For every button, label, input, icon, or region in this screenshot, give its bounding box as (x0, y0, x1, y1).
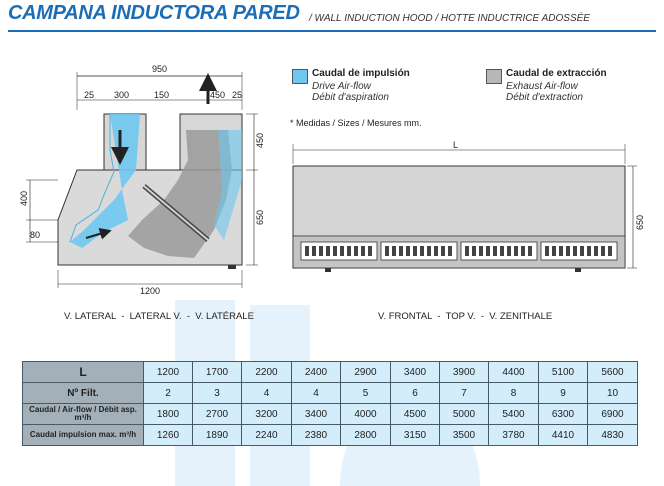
title-rule (8, 30, 656, 32)
table-cell: 3500 (440, 425, 489, 446)
row-label-airflow: Caudal / Air-flow / Débit asp. m³/h (23, 404, 144, 425)
extraction-legend-fr: Débit d'extraction (506, 92, 583, 103)
dim-450-side: 450 (255, 132, 265, 148)
table-cell: 3 (193, 383, 242, 404)
table-cell: 6 (391, 383, 440, 404)
table-cell: 3900 (440, 362, 489, 383)
dim-300: 300 (114, 90, 130, 100)
dim-l: L (453, 140, 459, 150)
table-cell: 4 (292, 383, 341, 404)
table-cell: 2 (144, 383, 193, 404)
table-cell: 1800 (144, 404, 193, 425)
table-cell: 2800 (341, 425, 391, 446)
table-cell: 8 (489, 383, 539, 404)
table-cell: 5100 (539, 362, 588, 383)
table-cell: 6900 (588, 404, 638, 425)
row-label-filters: Nº Filt. (23, 383, 144, 404)
table-cell: 7 (440, 383, 489, 404)
table-cell: 1890 (193, 425, 242, 446)
front-view-caption: V. FRONTAL - TOP V. - V. ZENITHALE (378, 311, 553, 322)
table-cell: 3200 (242, 404, 292, 425)
row-label-length: L (23, 362, 144, 383)
dim-450-top: 450 (210, 90, 226, 100)
measurement-note: * Medidas / Sizes / Mesures mm. (290, 118, 422, 128)
dim-25-left: 25 (84, 90, 95, 100)
dim-950: 950 (152, 64, 168, 74)
table-cell: 2400 (292, 362, 341, 383)
table-cell: 1700 (193, 362, 242, 383)
page-subtitle: / WALL INDUCTION HOOD / HOTTE INDUCTRICE ADOSSÉE (309, 13, 590, 24)
extraction-swatch (486, 69, 502, 84)
table-cell: 4400 (489, 362, 539, 383)
dim-25-right: 25 (232, 90, 243, 100)
dim-1200: 1200 (140, 286, 161, 296)
impulsion-legend-title: Caudal de impulsión (312, 68, 410, 79)
side-view-caption: V. LATERAL - LATERAL V. - V. LATÉRALE (64, 311, 254, 322)
table-cell: 1200 (144, 362, 193, 383)
table-cell: 2240 (242, 425, 292, 446)
table-cell: 5400 (489, 404, 539, 425)
row-label-impulsion: Caudal impulsion max. m³/h (23, 425, 144, 446)
table-cell: 6300 (539, 404, 588, 425)
dim-150: 150 (154, 90, 170, 100)
table-cell: 4410 (539, 425, 588, 446)
table-cell: 4000 (341, 404, 391, 425)
table-cell: 9 (539, 383, 588, 404)
table-row-length (23, 362, 638, 383)
table-cell: 5600 (588, 362, 638, 383)
table-cell: 4500 (391, 404, 440, 425)
extraction-legend-title: Caudal de extracción (506, 68, 607, 79)
table-cell: 5 (341, 383, 391, 404)
impulsion-legend-fr: Débit d'aspiration (312, 92, 389, 103)
impulsion-legend-en: Drive Air-flow (312, 81, 371, 92)
side-view-drawing (18, 60, 280, 302)
table-cell: 2700 (193, 404, 242, 425)
impulsion-swatch (292, 69, 308, 84)
front-view-drawing (285, 138, 650, 278)
table-cell: 2200 (242, 362, 292, 383)
table-cell: 3150 (391, 425, 440, 446)
dim-400: 400 (19, 190, 29, 206)
dim-650-side: 650 (255, 209, 265, 225)
specs-table (22, 361, 638, 446)
table-row-filters (23, 383, 638, 404)
table-cell: 10 (588, 383, 638, 404)
dim-650-front: 650 (635, 214, 645, 230)
table-cell: 5000 (440, 404, 489, 425)
extraction-legend-en: Exhaust Air-flow (506, 81, 578, 92)
table-cell: 3400 (292, 404, 341, 425)
table-cell: 3400 (391, 362, 440, 383)
table-cell: 4 (242, 383, 292, 404)
table-row-impulsion (23, 425, 638, 446)
table-cell: 1260 (144, 425, 193, 446)
table-cell: 3780 (489, 425, 539, 446)
table-cell: 2900 (341, 362, 391, 383)
table-row-airflow (23, 404, 638, 425)
page-title: CAMPANA INDUCTORA PARED (8, 2, 300, 24)
dim-80: 80 (30, 230, 41, 240)
table-cell: 4830 (588, 425, 638, 446)
table-cell: 2380 (292, 425, 341, 446)
